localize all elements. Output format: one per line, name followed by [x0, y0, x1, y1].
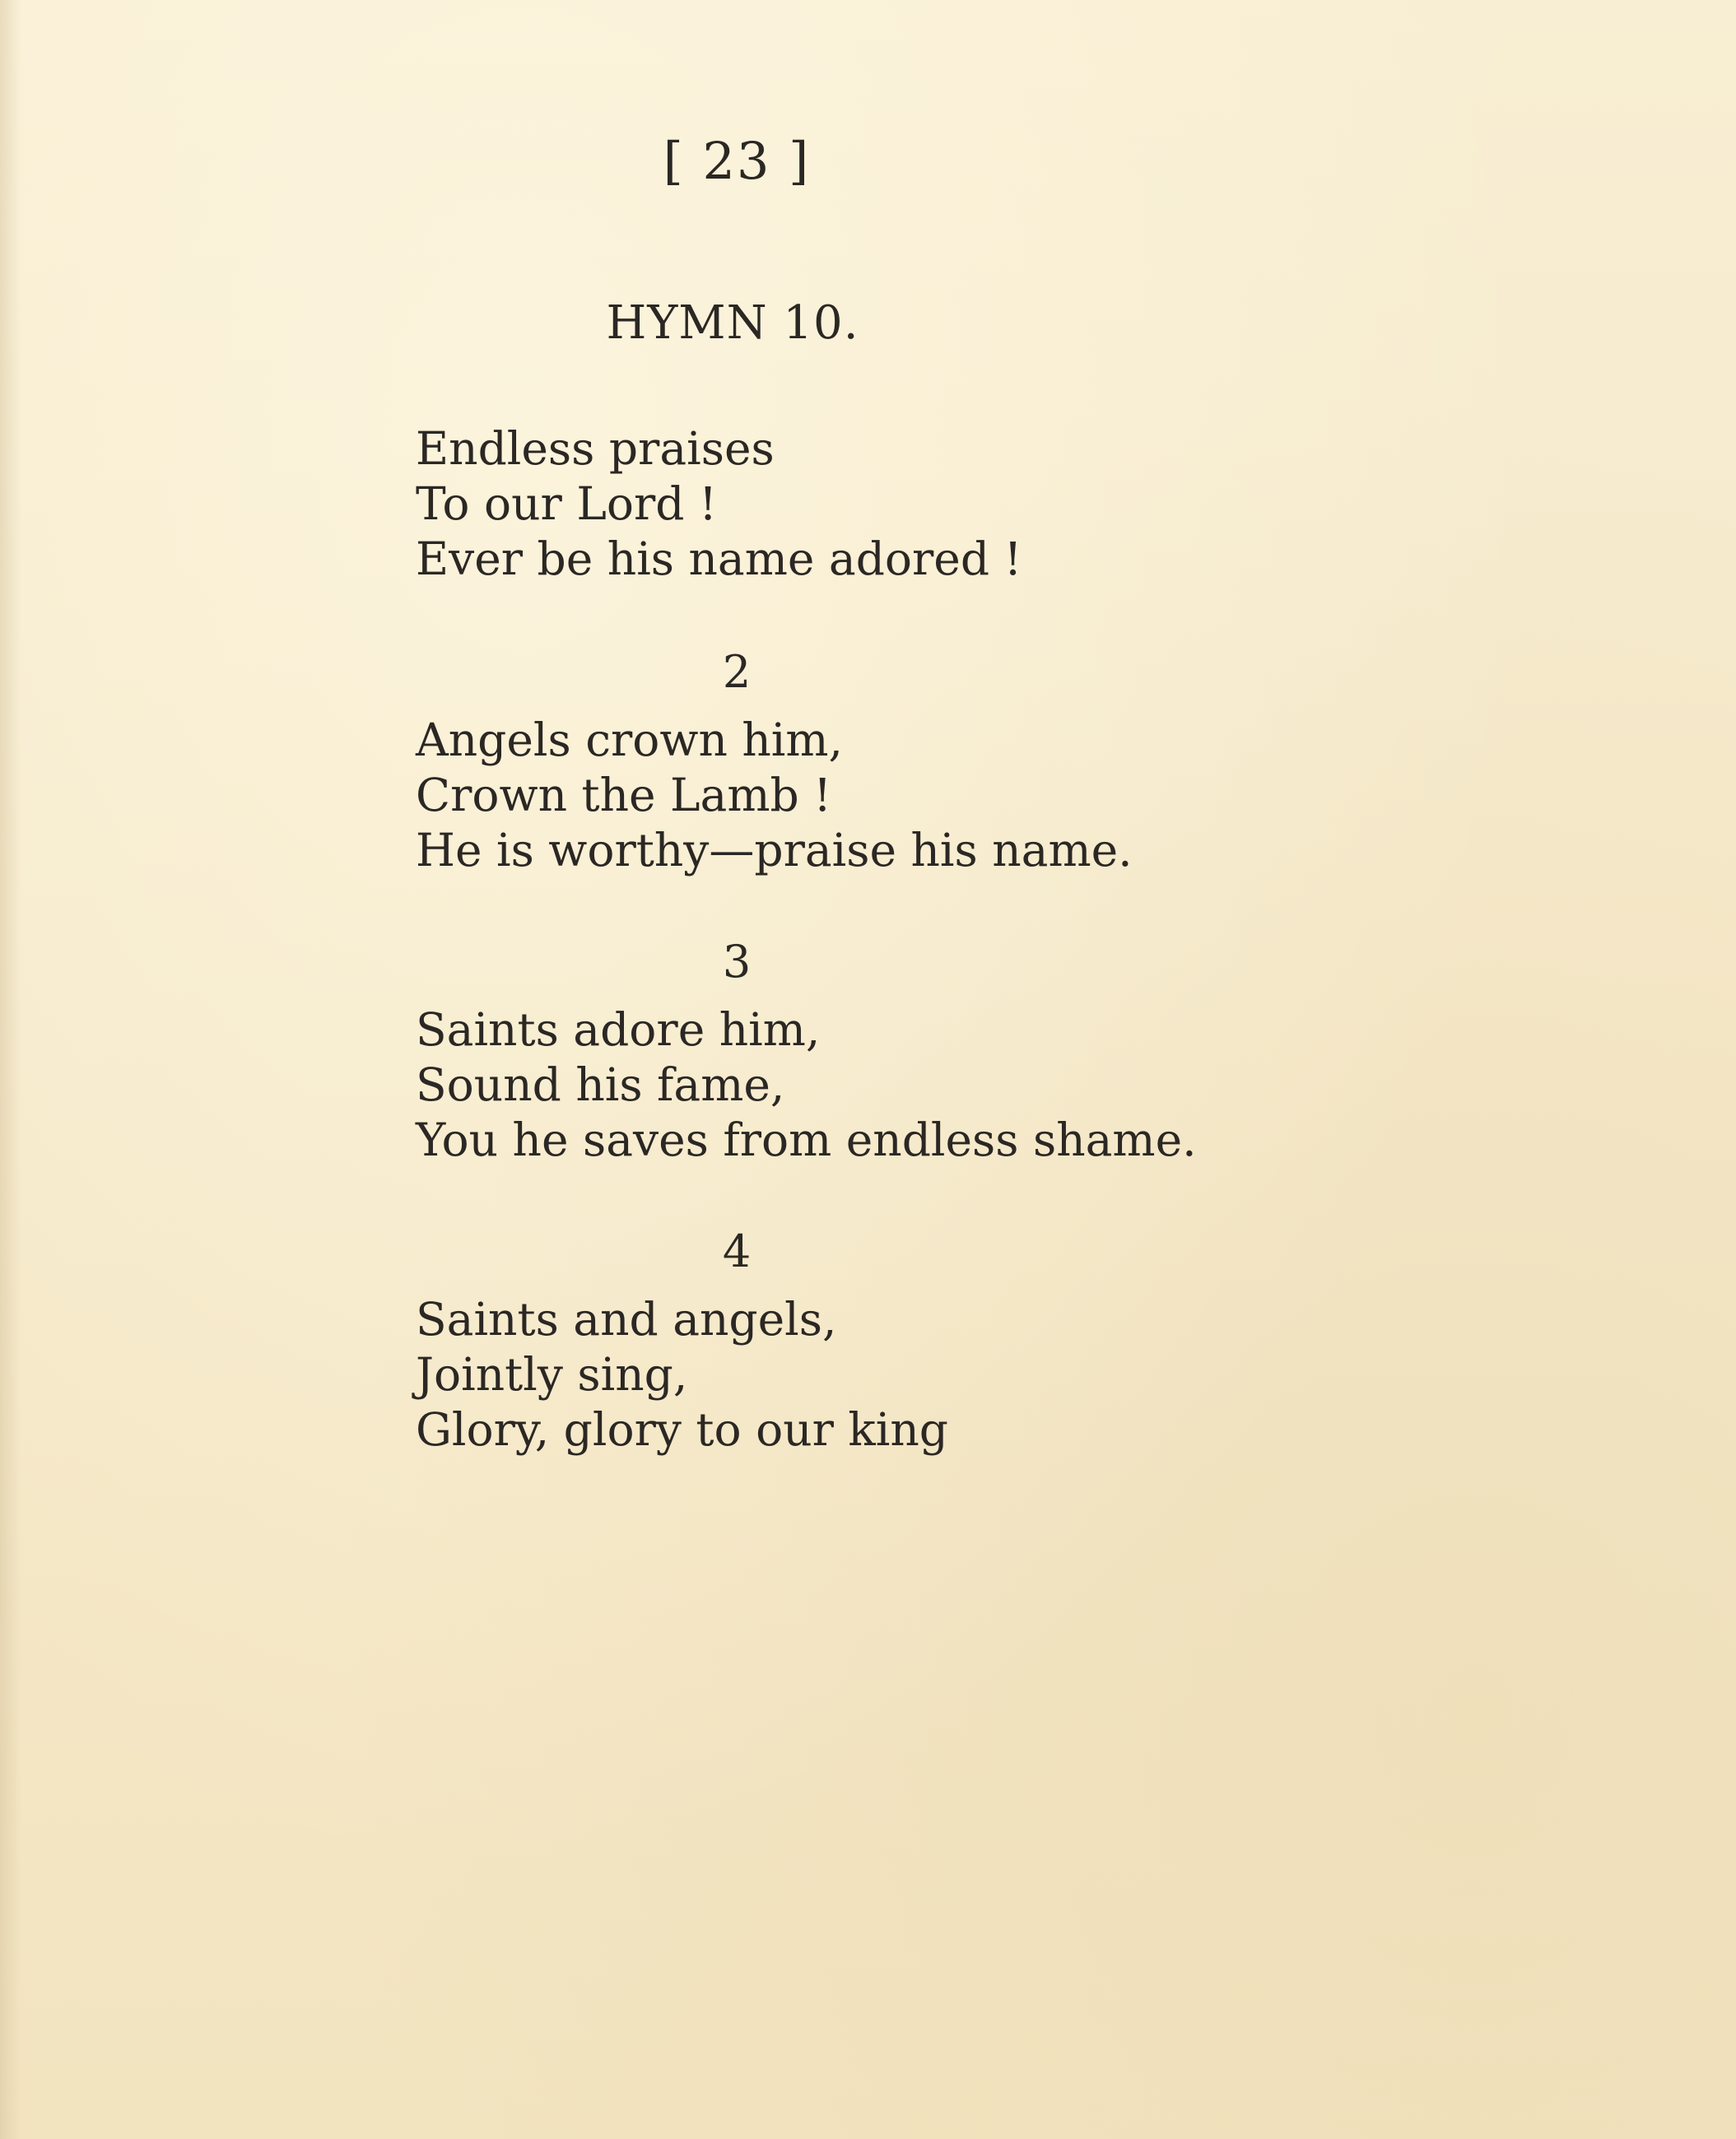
stanza-line: Endless praises: [416, 422, 775, 475]
stanza-line: He is worthy—praise his name.: [416, 824, 1133, 877]
stanza-line: Sound his fame,: [416, 1058, 785, 1111]
stanza-line: Saints adore him,: [416, 1003, 821, 1056]
page-number: [ 23 ]: [663, 131, 811, 191]
stanza-line: Ever be his name adored !: [416, 532, 1022, 585]
hymn-title: HYMN 10.: [606, 296, 859, 350]
stanza-number-3: 3: [722, 936, 752, 988]
stanza-line: Glory, glory to our king: [416, 1403, 948, 1456]
stanza-4: [416, 1292, 948, 1458]
stanza-line: Angels crown him,: [416, 714, 844, 766]
stanza-2: [416, 713, 1133, 878]
stanza-line: To our Lord !: [416, 477, 718, 530]
stanza-number-4: 4: [722, 1225, 752, 1277]
stanza-line: Saints and angels,: [416, 1293, 837, 1346]
stanza-line: Crown the Lamb !: [416, 769, 832, 821]
stanza-3: [416, 1002, 1197, 1168]
stanza-line: You he saves from endless shame.: [416, 1114, 1197, 1166]
stanza-line: Jointly sing,: [416, 1348, 688, 1401]
stanza-1: [416, 421, 1022, 587]
stanza-number-2: 2: [722, 646, 752, 698]
